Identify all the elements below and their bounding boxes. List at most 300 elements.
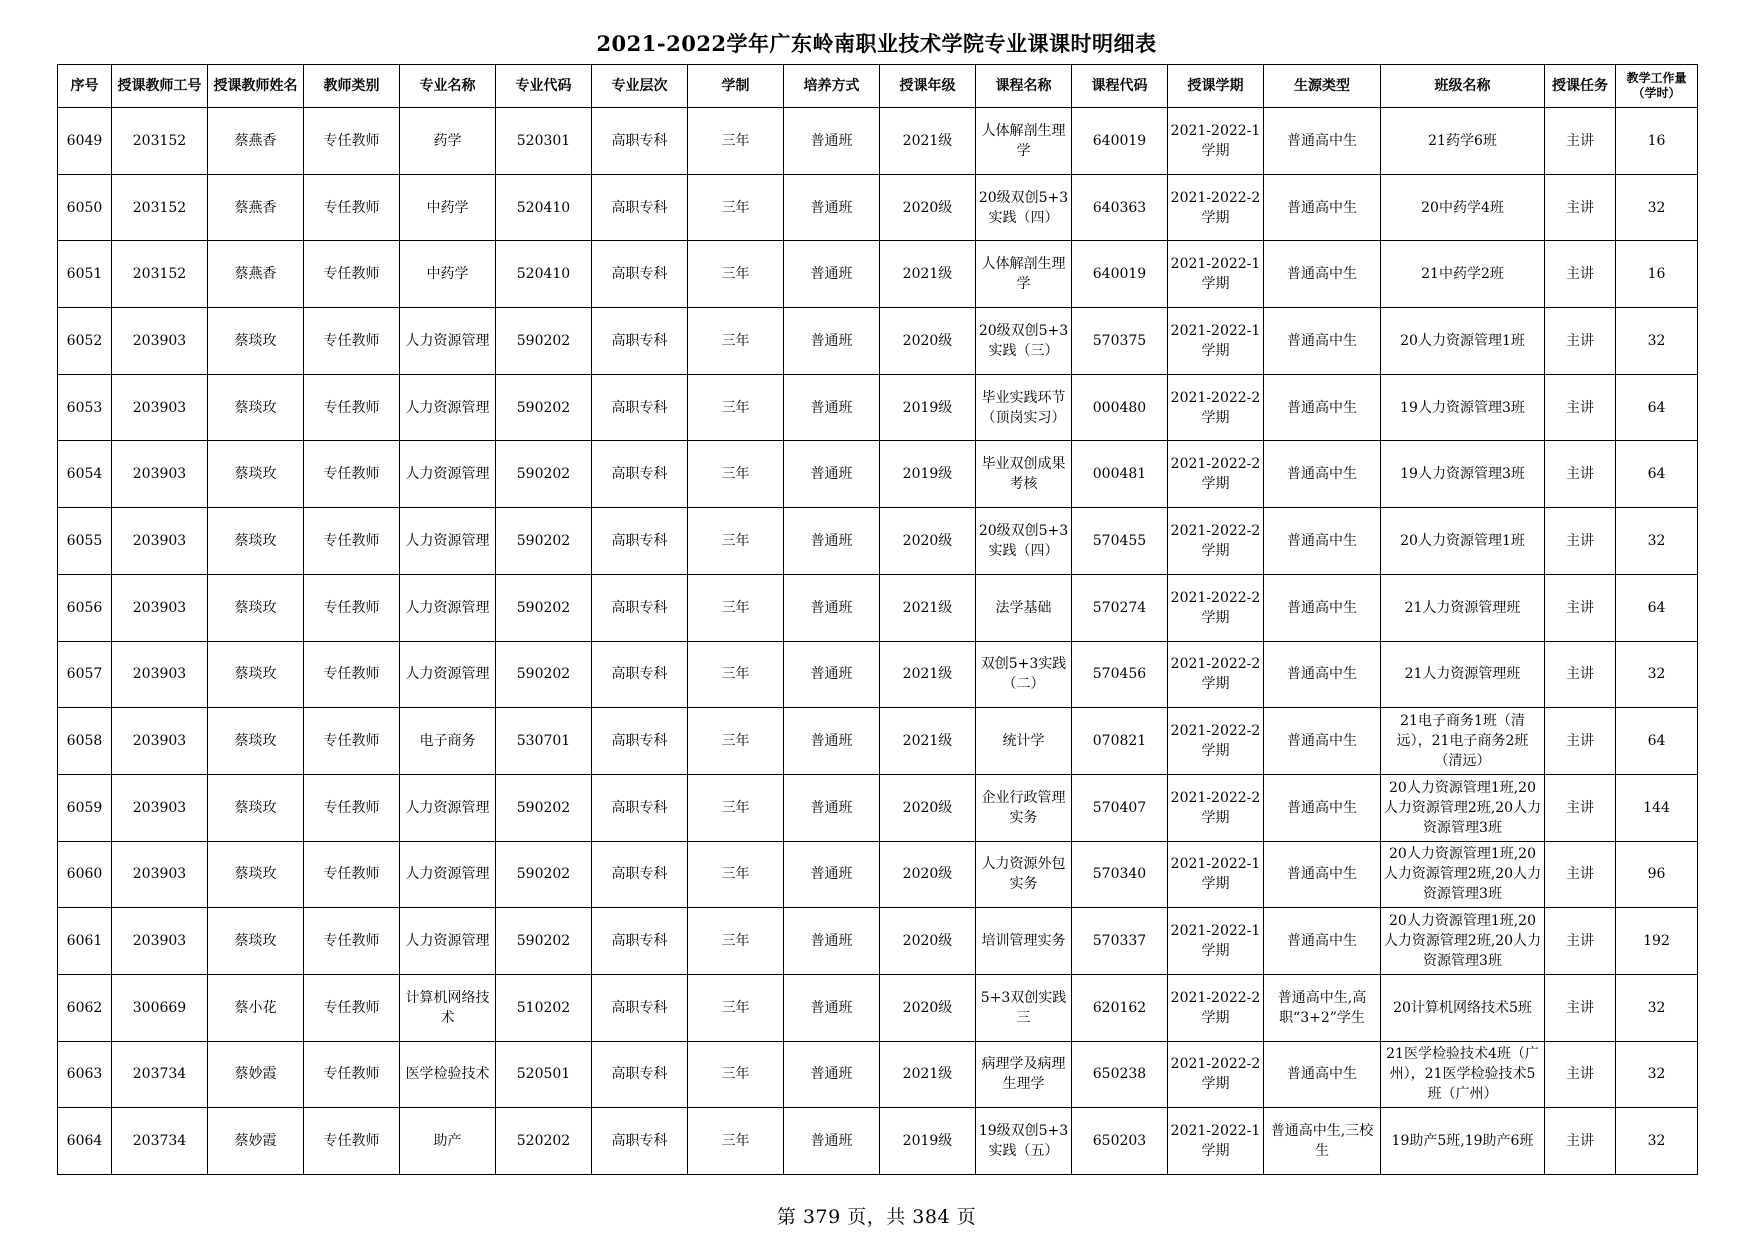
table-cell [304,241,400,308]
cell-text: 2021级 [902,132,953,149]
table-cell [496,308,592,375]
table-cell [784,374,880,441]
table-cell [976,108,1072,175]
column-header: 授课年级 [880,65,976,108]
table-cell [1616,174,1698,241]
cell-text: 专任教师 [323,199,380,216]
table-cell [976,641,1072,708]
table-cell [112,974,208,1041]
table-cell [208,374,304,441]
cell-text: 2020级 [902,199,953,216]
cell-text: 毕业双创成果考核 [981,456,1066,493]
table-cell [784,774,880,841]
table-cell [112,1108,208,1175]
table-cell [1072,708,1168,775]
cell-text: 570375 [1092,332,1147,349]
column-header: 序号 [58,65,112,108]
cell-text: 520410 [516,266,571,283]
table-cell [688,108,784,175]
cell-text: 510202 [516,999,571,1016]
table-cell [112,241,208,308]
cell-text: 2021-2022-1学期 [1170,923,1261,960]
table-cell [1264,974,1381,1041]
table-cell [112,108,208,175]
cell-text: 普通高中生 [1287,532,1357,549]
cell-text: 20级双创5+3实践（四） [978,522,1069,559]
table-cell [880,241,976,308]
cell-text: 2019级 [902,1133,953,1150]
table-cell [784,1108,880,1175]
cell-text: 64 [1647,733,1666,750]
table-cell [1616,374,1698,441]
cell-text: 普通班 [810,399,853,416]
table-cell [208,308,304,375]
table-cell [1545,774,1616,841]
table-cell [1616,908,1698,975]
cell-text: 主讲 [1566,666,1594,683]
page-footer: 第 379 页，共 384 页 [776,1206,977,1228]
table-cell [1168,174,1264,241]
table-cell [1264,774,1381,841]
cell-text: 530701 [516,733,571,750]
table-cell [208,774,304,841]
cell-text: 高职专科 [611,733,668,750]
cell-text: 主讲 [1566,1133,1594,1150]
table-cell [880,108,976,175]
cell-text: 主讲 [1566,532,1594,549]
table-cell [112,508,208,575]
table-cell [1264,574,1381,641]
cell-text: 32 [1647,999,1666,1016]
table-cell [976,908,1072,975]
cell-text: 普通高中生 [1287,933,1357,950]
table-cell [112,708,208,775]
table-cell [688,374,784,441]
cell-text: 203903 [132,399,187,416]
cell-text: 中药学 [426,266,469,283]
cell-text: 人力资源管理 [405,666,490,683]
table-cell [880,174,976,241]
table-row [58,574,1698,641]
table-cell [784,108,880,175]
table-row [58,641,1698,708]
cell-text: 2020级 [902,332,953,349]
table-cell [1168,574,1264,641]
column-header: 学制 [688,65,784,108]
table-row [58,708,1698,775]
cell-text: 000480 [1092,399,1147,416]
table-cell [1545,574,1616,641]
table-cell [688,241,784,308]
table-cell [1616,708,1698,775]
table-cell [688,774,784,841]
table-cell [1072,374,1168,441]
table-cell [880,908,976,975]
cell-text: 蔡琰玫 [234,399,277,416]
cell-text: 高职专科 [611,799,668,816]
table-cell [400,908,496,975]
table-cell [496,1108,592,1175]
table-cell [592,1108,688,1175]
column-header: 专业代码 [496,65,592,108]
cell-text: 蔡琰玫 [234,599,277,616]
table-cell [1264,908,1381,975]
table-cell [112,774,208,841]
cell-text: 2020级 [902,933,953,950]
cell-text: 590202 [516,399,571,416]
cell-text: 192 [1643,933,1670,950]
table-cell [784,174,880,241]
cell-text: 32 [1647,1133,1666,1150]
cell-text: 人力资源管理 [405,799,490,816]
table-cell [1616,241,1698,308]
cell-text: 2021-2022-1学期 [1170,856,1261,893]
table-cell [112,574,208,641]
table-cell [1545,1108,1616,1175]
cell-text: 专任教师 [323,132,380,149]
table-cell [496,108,592,175]
cell-text: 2021级 [902,1066,953,1083]
table-cell [880,508,976,575]
table-cell [496,574,592,641]
table-cell [592,174,688,241]
cell-text: 32 [1647,1066,1666,1083]
cell-text: 6055 [66,532,103,549]
cell-text: 590202 [516,799,571,816]
table-cell [1616,508,1698,575]
cell-text: 双创5+3实践（二） [980,656,1067,693]
cell-text: 蔡妙霞 [234,1066,277,1083]
table-cell [304,308,400,375]
table-cell [496,174,592,241]
table-cell [1168,508,1264,575]
table-cell [496,641,592,708]
table-cell [688,508,784,575]
table-cell [976,974,1072,1041]
cell-text: 203903 [132,799,187,816]
table-cell [496,974,592,1041]
cell-text: 蔡琰玫 [234,466,277,483]
cell-text: 21医学检验技术4班（广州），21医学检验技术5班（广州） [1386,1046,1539,1103]
table-cell [1381,974,1545,1041]
cell-text: 三年 [721,666,750,683]
cell-text: 普通高中生 [1287,599,1357,616]
cell-text: 203734 [132,1066,187,1083]
table-cell [592,841,688,908]
cell-text: 三年 [721,532,750,549]
cell-text: 三年 [721,599,750,616]
table-cell [880,841,976,908]
table-cell [1616,974,1698,1041]
table-cell [784,574,880,641]
cell-text: 6050 [66,199,103,216]
table-cell [1545,441,1616,508]
cell-text: 2021级 [902,266,953,283]
table-cell [1381,841,1545,908]
cell-text: 蔡琰玫 [234,866,277,883]
table-cell [688,174,784,241]
cell-text: 人力资源管理 [405,933,490,950]
cell-text: 人力资源管理 [405,466,490,483]
table-cell [112,374,208,441]
table-row [58,1108,1698,1175]
cell-text: 普通高中生 [1287,666,1357,683]
table-cell [688,841,784,908]
cell-text: 普通班 [810,1133,853,1150]
table-cell [208,441,304,508]
cell-text: 计算机网络技术 [405,989,490,1026]
cell-text: 144 [1643,799,1670,816]
cell-text: 三年 [721,733,750,750]
table-cell [208,908,304,975]
cell-text: 6060 [66,866,103,883]
cell-text: 2021-2022-2学期 [1170,789,1261,826]
cell-text: 高职专科 [611,599,668,616]
table-cell [1072,108,1168,175]
cell-text: 203903 [132,933,187,950]
table-cell [592,108,688,175]
table-cell [1168,1041,1264,1108]
table-cell [1168,441,1264,508]
cell-text: 32 [1647,666,1666,683]
cell-text: 普通班 [810,999,853,1016]
cell-text: 人体解剖生理学 [981,122,1066,159]
table-cell [1168,774,1264,841]
cell-text: 2020级 [902,799,953,816]
table-cell [400,1108,496,1175]
cell-text: 三年 [721,999,750,1016]
cell-text: 普通班 [810,599,853,616]
cell-text: 620162 [1092,999,1147,1016]
table-cell [1545,708,1616,775]
table-cell [976,708,1072,775]
cell-text: 法学基础 [995,599,1052,616]
cell-text: 人力资源外包实务 [981,856,1066,893]
table-cell [976,374,1072,441]
table-cell [58,908,112,975]
table-cell [1381,241,1545,308]
cell-text: 主讲 [1566,266,1594,283]
cell-text: 6058 [66,733,103,750]
table-cell [880,974,976,1041]
cell-text: 2021-2022-2学期 [1170,389,1261,426]
table-cell [400,174,496,241]
table-cell [1072,508,1168,575]
cell-text: 医学检验技术 [405,1066,490,1083]
cell-text: 590202 [516,866,571,883]
table-cell [592,974,688,1041]
table-cell [880,774,976,841]
cell-text: 主讲 [1566,799,1594,816]
table-cell [976,308,1072,375]
table-cell [58,774,112,841]
cell-text: 6059 [66,799,103,816]
cell-text: 三年 [721,799,750,816]
table-cell [1381,374,1545,441]
table-cell [976,441,1072,508]
cell-text: 2021-2022-2学期 [1170,656,1261,693]
cell-text: 三年 [721,199,750,216]
cell-text: 人力资源管理 [405,866,490,883]
cell-text: 570456 [1092,666,1147,683]
cell-text: 520202 [516,1133,571,1150]
table-cell [58,1108,112,1175]
cell-text: 普通高中生,高职“3+2”学生 [1277,989,1367,1026]
cell-text: 普通班 [810,1066,853,1083]
cell-text: 普通班 [810,332,853,349]
table-cell [112,308,208,375]
table-cell [1545,641,1616,708]
cell-text: 三年 [721,266,750,283]
table-cell [1616,108,1698,175]
cell-text: 专任教师 [323,1066,380,1083]
table-cell [1072,1041,1168,1108]
cell-text: 590202 [516,332,571,349]
table-cell [208,1108,304,1175]
cell-text: 520301 [516,132,571,149]
cell-text: 64 [1647,399,1666,416]
table-cell [304,374,400,441]
cell-text: 570274 [1092,599,1147,616]
table-cell [1616,841,1698,908]
cell-text: 主讲 [1566,132,1594,149]
table-cell [496,908,592,975]
cell-text: 三年 [721,933,750,950]
cell-text: 20级双创5+3实践（四） [978,189,1069,226]
cell-text: 32 [1647,199,1666,216]
cell-text: 570340 [1092,866,1147,883]
cell-text: 16 [1647,132,1666,149]
table-cell [688,908,784,975]
table-cell [1264,241,1381,308]
table-cell [1545,508,1616,575]
cell-text: 20级双创5+3实践（三） [978,322,1069,359]
table-cell [1545,108,1616,175]
table-cell [400,974,496,1041]
cell-text: 人力资源管理 [405,332,490,349]
column-header: 专业名称 [400,65,496,108]
table-cell [1168,108,1264,175]
table-cell [1168,974,1264,1041]
table-cell [1072,974,1168,1041]
table-cell [1545,908,1616,975]
table-cell [1264,374,1381,441]
table-row [58,308,1698,375]
cell-text: 20中药学4班 [1421,199,1504,216]
cell-text: 20人力资源管理1班 [1400,332,1525,349]
cell-text: 203152 [132,132,187,149]
cell-text: 590202 [516,599,571,616]
table-cell [208,641,304,708]
cell-text: 20人力资源管理1班,20人力资源管理2班,20人力资源管理3班 [1383,913,1542,970]
table-cell [1168,641,1264,708]
cell-text: 650203 [1092,1133,1147,1150]
table-cell [880,1108,976,1175]
cell-text: 19人力资源管理3班 [1400,399,1525,416]
table-cell [1381,308,1545,375]
table-cell [880,641,976,708]
table-cell [1381,441,1545,508]
table-cell [1072,841,1168,908]
table-cell [400,774,496,841]
cell-text: 人体解剖生理学 [981,256,1066,293]
cell-text: 主讲 [1566,999,1594,1016]
table-cell [1072,441,1168,508]
cell-text: 32 [1647,332,1666,349]
cell-text: 蔡燕香 [234,266,277,283]
cell-text: 主讲 [1566,933,1594,950]
cell-text: 专任教师 [323,399,380,416]
table-cell [1168,308,1264,375]
table-cell [1264,108,1381,175]
cell-text: 三年 [721,1133,750,1150]
cell-text: 高职专科 [611,666,668,683]
cell-text: 203903 [132,866,187,883]
column-header: 授课学期 [1168,65,1264,108]
cell-text: 药学 [433,132,462,149]
cell-text: 520410 [516,199,571,216]
table-cell [304,708,400,775]
table-cell [496,374,592,441]
cell-text: 普通高中生 [1287,332,1357,349]
cell-text: 高职专科 [611,1066,668,1083]
table-cell [784,974,880,1041]
cell-text: 2021级 [902,666,953,683]
table-cell [304,774,400,841]
table-cell [1264,1108,1381,1175]
table-cell [1545,974,1616,1041]
cell-text: 64 [1647,466,1666,483]
table-cell [976,1041,1072,1108]
table-cell [592,774,688,841]
table-cell [784,908,880,975]
cell-text: 主讲 [1566,199,1594,216]
table-cell [496,441,592,508]
table-cell [1616,1108,1698,1175]
column-header: 授课任务 [1545,65,1616,108]
cell-text: 主讲 [1566,399,1594,416]
table-cell [400,641,496,708]
table-cell [1072,174,1168,241]
cell-text: 19级双创5+3实践（五） [978,1123,1069,1160]
cell-text: 6054 [66,466,103,483]
table-cell [58,308,112,375]
table-body [58,108,1698,1175]
cell-text: 普通高中生 [1287,1066,1357,1083]
table-cell [304,174,400,241]
table-cell [304,108,400,175]
cell-text: 21人力资源管理班 [1404,666,1521,683]
table-cell [112,1041,208,1108]
column-header: 培养方式 [784,65,880,108]
cell-text: 三年 [721,1066,750,1083]
table-cell [880,441,976,508]
column-header: 教学工作量（学时） [1616,65,1698,108]
table-cell [304,974,400,1041]
table-cell [592,1041,688,1108]
table-cell [784,441,880,508]
table-cell [1264,441,1381,508]
table-cell [784,1041,880,1108]
table-cell [688,1041,784,1108]
cell-text: 590202 [516,466,571,483]
table-cell [400,508,496,575]
cell-text: 三年 [721,399,750,416]
table-cell [976,841,1072,908]
table-cell [880,1041,976,1108]
cell-text: 病理学及病理生理学 [981,1056,1066,1093]
table-cell [784,508,880,575]
